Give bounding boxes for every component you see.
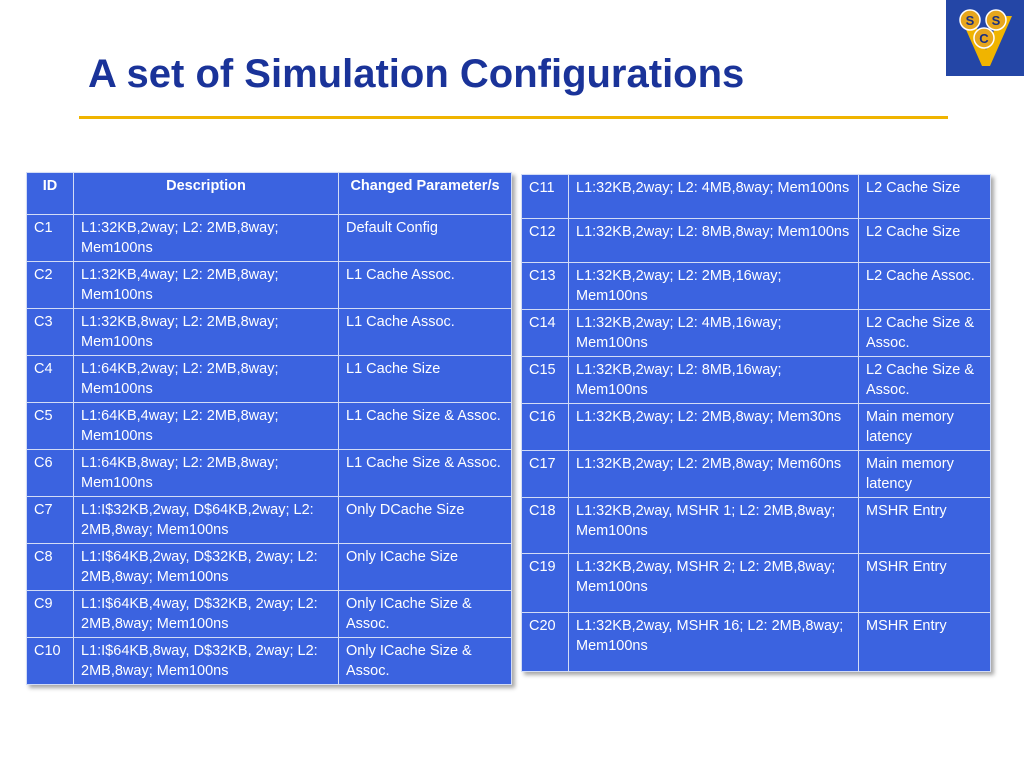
table-row	[27, 215, 512, 262]
table-row	[522, 357, 991, 404]
changed-parameter-cell: L1 Cache Size & Assoc.	[339, 450, 512, 497]
config-description-cell: L1:32KB,2way; L2: 4MB,8way; Mem100ns	[569, 175, 859, 219]
column-header-changed-parameters: Changed Parameter/s	[339, 173, 512, 215]
changed-parameter-cell: Only ICache Size & Assoc.	[339, 638, 512, 685]
config-description-cell: L1:32KB,2way, MSHR 16; L2: 2MB,8way; Mem100ns	[569, 613, 859, 672]
changed-parameter-cell: L2 Cache Size & Assoc.	[859, 310, 991, 357]
config-description-cell: L1:64KB,8way; L2: 2MB,8way; Mem100ns	[74, 450, 339, 497]
config-table-right	[521, 174, 991, 672]
table-row	[27, 309, 512, 356]
changed-parameter-cell: L1 Cache Size & Assoc.	[339, 403, 512, 450]
column-header-description: Description	[74, 173, 339, 215]
config-description-cell: L1:32KB,4way; L2: 2MB,8way; Mem100ns	[74, 262, 339, 309]
table-row	[522, 310, 991, 357]
config-id-cell: C17	[522, 451, 569, 498]
config-id-cell: C2	[27, 262, 74, 309]
logo	[946, 0, 1024, 76]
config-id-cell: C16	[522, 404, 569, 451]
table-row	[522, 498, 991, 554]
changed-parameter-cell: L2 Cache Size	[859, 219, 991, 263]
config-description-cell: L1:32KB,2way; L2: 4MB,16way; Mem100ns	[569, 310, 859, 357]
config-description-cell: L1:32KB,2way; L2: 2MB,8way; Mem100ns	[74, 215, 339, 262]
table-row	[27, 356, 512, 403]
config-id-cell: C19	[522, 554, 569, 613]
changed-parameter-cell: MSHR Entry	[859, 554, 991, 613]
config-table-right-body	[522, 175, 991, 672]
changed-parameter-cell: L1 Cache Assoc.	[339, 309, 512, 356]
logo-letter-1: S	[965, 13, 975, 28]
changed-parameter-cell: MSHR Entry	[859, 613, 991, 672]
config-description-cell: L1:I$64KB,2way, D$32KB, 2way; L2: 2MB,8way; Mem100ns	[74, 544, 339, 591]
config-id-cell: C5	[27, 403, 74, 450]
config-id-cell: C10	[27, 638, 74, 685]
config-description-cell: L1:I$64KB,4way, D$32KB, 2way; L2: 2MB,8way; Mem100ns	[74, 591, 339, 638]
title-underline	[79, 116, 948, 119]
table-row	[522, 404, 991, 451]
logo-letter-3: C	[979, 31, 989, 46]
table-row	[27, 591, 512, 638]
config-description-cell: L1:32KB,2way, MSHR 1; L2: 2MB,8way; Mem100ns	[569, 498, 859, 554]
config-description-cell: L1:I$64KB,8way, D$32KB, 2way; L2: 2MB,8way; Mem100ns	[74, 638, 339, 685]
table-row	[522, 263, 991, 310]
config-description-cell: L1:32KB,2way, MSHR 2; L2: 2MB,8way; Mem100ns	[569, 554, 859, 613]
changed-parameter-cell: Default Config	[339, 215, 512, 262]
changed-parameter-cell: MSHR Entry	[859, 498, 991, 554]
table-row	[27, 638, 512, 685]
config-description-cell: L1:32KB,2way; L2: 8MB,16way; Mem100ns	[569, 357, 859, 404]
config-table-left	[26, 172, 512, 685]
config-id-cell: C18	[522, 498, 569, 554]
table-row	[522, 613, 991, 672]
table-header-row	[27, 173, 512, 215]
changed-parameter-cell: L2 Cache Size & Assoc.	[859, 357, 991, 404]
config-id-cell: C14	[522, 310, 569, 357]
config-id-cell: C20	[522, 613, 569, 672]
config-table-left-body	[27, 215, 512, 685]
changed-parameter-cell: L1 Cache Assoc.	[339, 262, 512, 309]
column-header-id: ID	[27, 173, 74, 215]
table-row	[522, 219, 991, 263]
config-id-cell: C11	[522, 175, 569, 219]
table-row	[522, 554, 991, 613]
config-id-cell: C7	[27, 497, 74, 544]
slide-title: A set of Simulation Configurations	[88, 52, 745, 96]
changed-parameter-cell: Only DCache Size	[339, 497, 512, 544]
config-description-cell: L1:32KB,2way; L2: 8MB,8way; Mem100ns	[569, 219, 859, 263]
table-row	[27, 544, 512, 591]
config-description-cell: L1:32KB,2way; L2: 2MB,8way; Mem30ns	[569, 404, 859, 451]
config-description-cell: L1:32KB,2way; L2: 2MB,8way; Mem60ns	[569, 451, 859, 498]
changed-parameter-cell: Only ICache Size	[339, 544, 512, 591]
changed-parameter-cell: L1 Cache Size	[339, 356, 512, 403]
logo-letter-2: S	[991, 13, 1001, 28]
table-row	[27, 497, 512, 544]
config-id-cell: C4	[27, 356, 74, 403]
config-id-cell: C6	[27, 450, 74, 497]
changed-parameter-cell: Only ICache Size & Assoc.	[339, 591, 512, 638]
config-id-cell: C8	[27, 544, 74, 591]
changed-parameter-cell: L2 Cache Assoc.	[859, 263, 991, 310]
config-id-cell: C3	[27, 309, 74, 356]
table-row	[27, 403, 512, 450]
config-id-cell: C1	[27, 215, 74, 262]
table-row	[522, 175, 991, 219]
config-id-cell: C13	[522, 263, 569, 310]
config-description-cell: L1:64KB,4way; L2: 2MB,8way; Mem100ns	[74, 403, 339, 450]
config-description-cell: L1:32KB,8way; L2: 2MB,8way; Mem100ns	[74, 309, 339, 356]
table-row	[27, 262, 512, 309]
changed-parameter-cell: Main memory latency	[859, 451, 991, 498]
config-id-cell: C15	[522, 357, 569, 404]
table-row	[27, 450, 512, 497]
table-row	[522, 451, 991, 498]
config-description-cell: L1:64KB,2way; L2: 2MB,8way; Mem100ns	[74, 356, 339, 403]
config-description-cell: L1:I$32KB,2way, D$64KB,2way; L2: 2MB,8way; Mem100ns	[74, 497, 339, 544]
config-id-cell: C9	[27, 591, 74, 638]
changed-parameter-cell: Main memory latency	[859, 404, 991, 451]
config-description-cell: L1:32KB,2way; L2: 2MB,16way; Mem100ns	[569, 263, 859, 310]
config-id-cell: C12	[522, 219, 569, 263]
changed-parameter-cell: L2 Cache Size	[859, 175, 991, 219]
ssc-logo-icon	[946, 0, 1024, 76]
